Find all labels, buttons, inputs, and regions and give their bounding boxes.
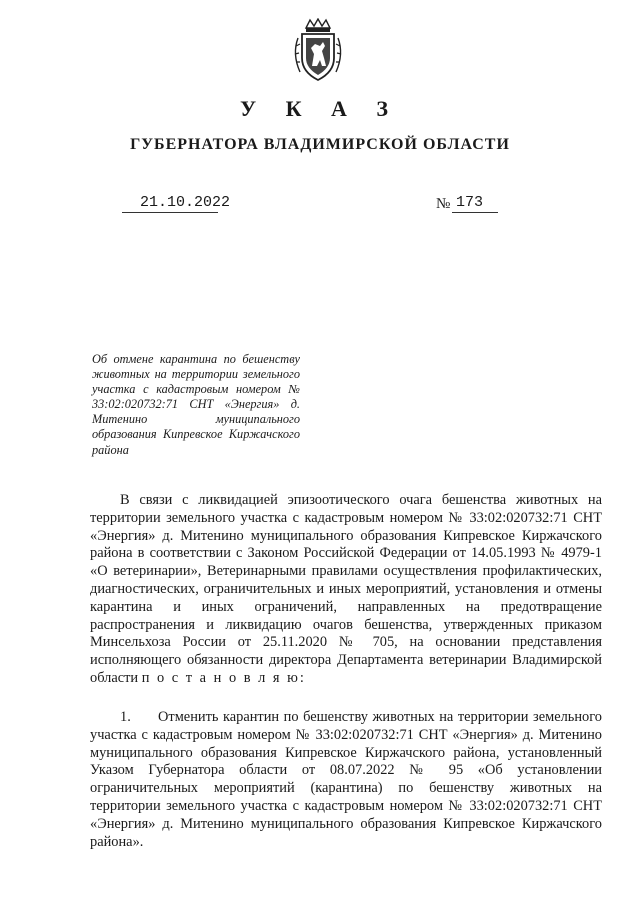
document-subject: Об отмене карантина по бешенству животных на территории земельного участка с кадастровым номером № 33:02:020732:71 СНТ «Энергия» д. Митенино муниципального образования Кипревское Киржачского района: [92, 352, 300, 457]
date-underline: [122, 212, 218, 213]
document-title: У К А З: [239, 96, 401, 121]
item-number: 1.: [120, 709, 131, 725]
document-date: 21.10.2022: [140, 194, 231, 211]
paragraph-1-text: В связи с ликвидацией эпизоотического очага бешенства животных на территории земельного участка с кадастровым номером № 33:02:020732:71 СНТ «Энергия» д. Митенино муниципального образования Кипревское Киржачского района в соответствии с Законом Российской Федерации от 14.05.1993 № 4979-1 «О ветеринарии», Ветеринарными правилами осуществления профилактических, диагностических, ограничительных и иных мероприятий, установления и отмены карантина и иных ограничений, направленных на предотвращение распространения и ликвидацию очагов бешенства, утвержденных приказом Минсельхоза России от 25.11.2020 № 705, на основании представления исполняющего обязанности директора Департамента ветеринарии Владимирской области: [90, 492, 602, 686]
resolve-phrase: п о с т а н о в л я ю:: [141, 669, 306, 686]
document-issuer: ГУБЕРНАТОРА ВЛАДИМИРСКОЙ ОБЛАСТИ: [130, 136, 510, 153]
number-label: №: [436, 196, 451, 212]
body-paragraph-1: [90, 492, 602, 688]
item-1-text: Отменить карантин по бешенству животных на территории земельного участка с кадастровым номером № 33:02:020732:71 СНТ «Энергия» д. Митенино муниципального образования Кипревское Киржачского района, установленный Указом Губернатора области от 08.07.2022 № 95 «Об установлении ограничительных мероприятий (карантина) по бешенству животных на территории земельного участка с кадастровым номером № 33:02:020732:71 СНТ «Энергия» д. Митенино муниципального образования Кипревское Киржачского района».: [90, 709, 602, 850]
document-number: 173: [456, 194, 484, 211]
coat-of-arms-icon: [290, 18, 346, 84]
number-underline: [452, 212, 498, 213]
body-paragraph-2: [90, 709, 602, 851]
